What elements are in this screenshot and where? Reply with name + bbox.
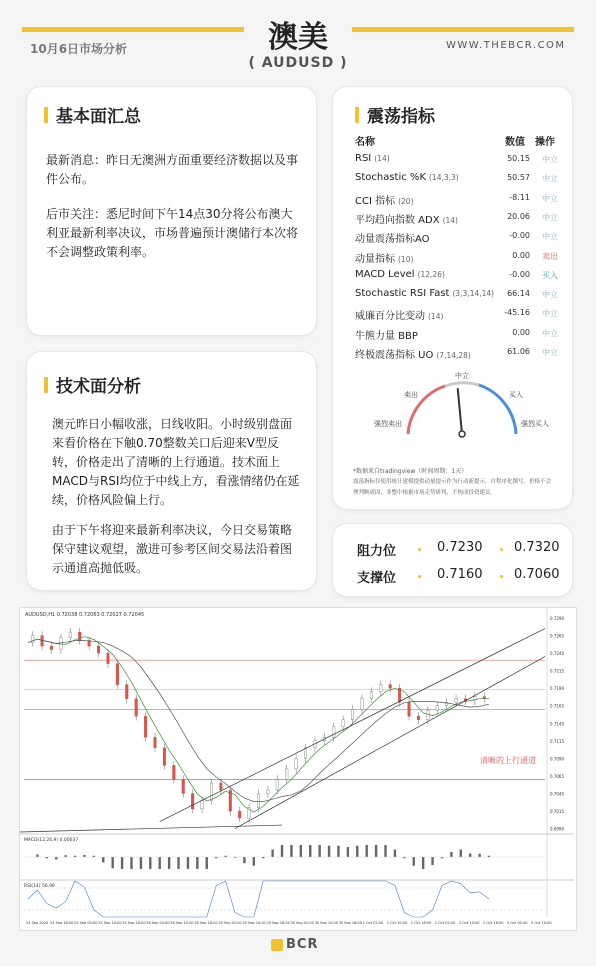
candle-body xyxy=(427,711,430,720)
candle-body xyxy=(50,646,53,650)
macd-bar xyxy=(177,857,179,869)
heading-marker xyxy=(44,107,48,123)
price-tick-label: 0.6990 xyxy=(550,826,564,832)
oscillator-row xyxy=(355,150,560,169)
price-tick-label: 0.7090 xyxy=(550,756,564,762)
chart-symbol-label: AUDUSD,H1 0.72038 0.72063 0.72027 0.72045 xyxy=(25,612,145,618)
macd-bar xyxy=(206,857,208,869)
oscillator-name: 动量震荡指标AO xyxy=(355,234,430,246)
price-tick-label: 0.7265 xyxy=(550,633,564,639)
candle-body xyxy=(295,758,298,769)
date-label: 10月6日市场分析 xyxy=(30,42,128,56)
page-subtitle: ( AUDUSD ) xyxy=(248,55,348,71)
oscillator-value: -8.11 xyxy=(509,192,530,202)
oscillator-action: 中立 xyxy=(542,174,558,184)
resistance-label: 阻力位 xyxy=(357,544,397,559)
fundamentals-title: 基本面汇总 xyxy=(56,107,141,127)
candle-body xyxy=(342,720,345,727)
candle-body xyxy=(116,664,119,685)
resistance-dot-1 xyxy=(418,548,421,551)
candle-body xyxy=(125,685,128,699)
candle-body xyxy=(332,727,335,738)
candle-body xyxy=(267,790,270,794)
col-value: 数值 xyxy=(505,137,525,148)
macd-bar xyxy=(243,857,245,863)
channel-upper-line xyxy=(160,629,545,822)
macd-bar xyxy=(55,857,57,860)
macd-bar xyxy=(121,857,123,869)
candle-body xyxy=(60,638,63,650)
oscillator-name: MACD Level (12,26) xyxy=(355,268,445,280)
oscillator-name: Stochastic %K (14,3,3) xyxy=(355,172,459,184)
heading-marker xyxy=(44,377,48,393)
macd-bar xyxy=(469,854,471,858)
oscillator-action: 中立 xyxy=(542,193,558,203)
gauge-pivot xyxy=(459,431,465,437)
heading-marker xyxy=(355,107,359,123)
oscillator-action: 买入 xyxy=(542,270,558,280)
time-axis-label: 30 Sep 18:00 xyxy=(338,921,362,925)
candle-body xyxy=(408,702,411,716)
price-tick-label: 0.7015 xyxy=(550,809,564,815)
candle-body xyxy=(220,783,223,790)
fundamentals-heading xyxy=(44,102,141,127)
macd-bar xyxy=(290,845,292,857)
price-tick-label: 0.7240 xyxy=(550,651,564,657)
gauge-label-strong-buy: 强烈买入 xyxy=(521,420,549,428)
macd-label: MACD(12,26,9) 0.00037 xyxy=(24,838,79,843)
logo-text: BCR xyxy=(286,937,319,952)
moving-average-line xyxy=(28,639,489,802)
candle-body xyxy=(78,632,81,640)
bcr-logo xyxy=(271,937,318,952)
time-axis-label: 2 Oct 18:00 xyxy=(482,921,504,925)
technical-analysis: 澳元昨日小幅收涨，日线收阳。小时级别盘面来看价格在下触0.70整数关口后迎来V型反转，价格走出了清晰的上行通道。技术面上MACD与RSI均位于中线上方，看涨情绪仍在延续，价格风险偏上行。 xyxy=(52,417,300,507)
support-value-1: 0.7160 xyxy=(437,567,483,582)
gauge-arc-neutral xyxy=(445,383,479,386)
oscillator-row xyxy=(355,285,560,304)
technical-strategy: 由于下午将迎来最新利率决议，今日交易策略保守建议观望，激进可参考区间交易法沿着图示通道高抛低吸。 xyxy=(52,523,293,575)
oscillators-title: 震荡指标 xyxy=(367,107,435,127)
support-dot-1 xyxy=(418,575,421,578)
macd-bar xyxy=(450,852,452,857)
time-axis-label: 25 Sep 10:00 xyxy=(98,921,122,925)
website-label[interactable]: WWW.THEBCR.COM xyxy=(446,40,566,51)
candle-body xyxy=(276,779,279,790)
price-tick-label: 0.7215 xyxy=(550,668,564,674)
macd-bar xyxy=(413,857,415,866)
macd-bar xyxy=(478,854,480,857)
oscillator-value: -45.16 xyxy=(504,308,530,318)
resistance-dot-2 xyxy=(500,548,503,551)
support-label: 支撑位 xyxy=(357,571,397,586)
macd-bar xyxy=(384,845,386,857)
oscillator-row xyxy=(355,304,560,323)
oscillator-row xyxy=(355,324,560,343)
oscillator-name: CCI 指标 (20) xyxy=(355,195,414,207)
time-axis-label: 28 Sep 10:00 xyxy=(170,921,194,925)
price-tick-label: 0.7140 xyxy=(550,721,564,727)
time-axis-label: 28 Sep 02:00 xyxy=(146,921,170,925)
oscillator-value: -0.00 xyxy=(509,231,530,241)
candle-body xyxy=(144,716,147,737)
time-axis-label: 29 Sep 18:00 xyxy=(266,921,290,925)
channel-base-line xyxy=(20,825,282,832)
time-axis-label: 30 Sep 02:00 xyxy=(290,921,314,925)
price-tick-label: 0.7065 xyxy=(550,773,564,779)
oscillator-value: -0.00 xyxy=(509,269,530,279)
oscillator-action: 中立 xyxy=(542,348,558,357)
time-axis-label: 1 Oct 10:00 xyxy=(386,921,408,925)
macd-bar xyxy=(431,857,433,865)
macd-bar xyxy=(309,845,311,857)
oscillator-note-2: 震荡指标仅使用统计建模提供动量提示作为行动新提示，自程序化撰写。价格不会 xyxy=(353,479,552,485)
table-header xyxy=(355,133,560,147)
oscillator-value: 50.57 xyxy=(507,173,530,183)
macd-bar xyxy=(365,845,367,857)
time-axis-label: 25 Sep 02:00 xyxy=(74,921,98,925)
macd-bar xyxy=(168,857,170,869)
candle-body xyxy=(351,709,354,720)
macd-bar xyxy=(159,857,161,869)
channel-annotation: 清晰的上行通道 xyxy=(480,756,536,765)
oscillator-value: 50.15 xyxy=(507,154,530,163)
candle-body xyxy=(201,801,204,809)
macd-bar xyxy=(111,857,113,868)
oscillator-row xyxy=(355,189,560,208)
macd-bar xyxy=(253,857,255,866)
oscillator-name: Stochastic RSI Fast (3,3,14,14) xyxy=(355,288,495,300)
candle-body xyxy=(191,793,194,808)
oscillator-action: 卖出 xyxy=(542,251,558,261)
oscillator-action: 中立 xyxy=(542,155,558,164)
logo-mark-icon xyxy=(271,939,283,951)
oscillator-row xyxy=(355,208,560,227)
oscillator-note-3: 理判断成因，非整中根据市场走势研判，不构成投资建议。 xyxy=(353,490,497,496)
macd-bar xyxy=(140,857,142,869)
oscillator-action: 中立 xyxy=(542,290,558,300)
candle-body xyxy=(97,646,100,653)
oscillators-heading xyxy=(355,102,435,127)
macd-bar xyxy=(356,846,358,857)
time-axis-label: 24 Sep 2020 xyxy=(26,921,49,925)
candle-body xyxy=(238,811,241,818)
candle-body xyxy=(417,716,420,720)
oscillator-action: 中立 xyxy=(542,328,558,338)
macd-bar xyxy=(375,845,377,857)
technical-heading xyxy=(44,372,141,397)
oscillator-value: 61.06 xyxy=(507,347,530,356)
oscillator-name: RSI (14) xyxy=(355,153,390,164)
oscillator-action: 中立 xyxy=(542,309,558,319)
oscillator-note-1: *数据来自tradingview（时间周期：1天） xyxy=(353,468,468,475)
oscillator-value: 66.14 xyxy=(507,289,530,299)
oscillator-row xyxy=(355,343,560,362)
candle-body xyxy=(380,685,383,692)
time-axis-label: 24 Sep 18:00 xyxy=(50,921,74,925)
candle-body xyxy=(257,793,260,807)
oscillator-name: 平均趋向指数 ADX (14) xyxy=(355,214,458,226)
macd-bar xyxy=(102,857,104,863)
oscillator-value: 0.00 xyxy=(512,327,530,337)
price-chart xyxy=(20,608,574,928)
candle-body xyxy=(107,653,110,664)
macd-bar xyxy=(187,857,189,869)
col-action: 操作 xyxy=(535,137,555,148)
candle-body xyxy=(285,769,288,780)
gauge-label-buy: 买入 xyxy=(509,391,523,399)
resistance-value-2: 0.7320 xyxy=(514,540,560,555)
gauge-needle xyxy=(458,388,462,434)
macd-bar xyxy=(394,850,396,858)
oscillator-name: 威廉百分比变动 (14) xyxy=(355,311,444,323)
candle-body xyxy=(69,632,72,638)
candle-body xyxy=(154,737,157,748)
time-axis-label: 1 Oct 18:00 xyxy=(410,921,432,925)
time-axis-label: 5 Oct 02:00 xyxy=(506,921,528,925)
rsi-label: RSI(14) 56.96 xyxy=(24,884,55,889)
fundamentals-focus: 后市关注：悉尼时间下午14点30分将公布澳大利亚最新利率决议，市场普遍预计澳储行本次将不会调整政策利率。 xyxy=(46,207,299,259)
time-axis-label: 29 Sep 02:00 xyxy=(218,921,242,925)
macd-bar xyxy=(130,857,132,869)
candle-body xyxy=(182,779,185,793)
col-name: 名称 xyxy=(355,137,375,148)
technical-title: 技术面分析 xyxy=(56,377,141,397)
time-axis-label: 2 Oct 02:00 xyxy=(434,921,456,925)
macd-bar xyxy=(300,845,302,857)
macd-bar xyxy=(36,855,38,858)
candle-body xyxy=(163,748,166,766)
oscillator-name: 牛熊力量 BBP xyxy=(355,330,418,342)
channel-lower-line xyxy=(235,657,545,829)
oscillator-name: 动量指标 (10) xyxy=(355,253,414,265)
macd-bar xyxy=(347,847,349,857)
moving-average-line xyxy=(28,637,489,813)
candle-body xyxy=(389,685,392,689)
macd-bar xyxy=(422,857,424,869)
oscillator-row xyxy=(355,266,560,285)
macd-bar xyxy=(460,850,462,858)
price-tick-label: 0.7040 xyxy=(550,791,564,797)
gauge-label-sell: 卖出 xyxy=(404,391,418,399)
page-title: 澳美 xyxy=(268,20,328,55)
macd-bar xyxy=(64,855,66,857)
time-axis-label: 2 Oct 10:00 xyxy=(458,921,480,925)
macd-bar xyxy=(149,857,151,869)
time-axis-label: 5 Oct 10:00 xyxy=(531,921,552,925)
rsi-line xyxy=(28,881,489,917)
oscillator-row xyxy=(355,169,560,188)
price-tick-label: 0.7290 xyxy=(550,616,564,621)
signal-gauge xyxy=(370,370,550,450)
macd-bar xyxy=(281,845,283,857)
macd-bar xyxy=(196,857,198,869)
candle-body xyxy=(210,783,213,801)
time-axis-label: 29 Sep 10:00 xyxy=(242,921,266,925)
oscillator-action: 中立 xyxy=(542,232,558,242)
macd-bar xyxy=(83,855,85,857)
oscillator-name: 终极震荡指标 UO (7,14,28) xyxy=(355,350,471,361)
time-axis-label: 30 Sep 10:00 xyxy=(314,921,338,925)
time-axis-label: 25 Sep 18:00 xyxy=(122,921,146,925)
time-axis-label: 1 Oct 02:00 xyxy=(362,921,384,925)
candle-body xyxy=(436,706,439,711)
macd-bar xyxy=(271,850,273,858)
oscillator-value: 0.00 xyxy=(512,250,530,260)
support-value-2: 0.7060 xyxy=(514,567,560,582)
macd-bar xyxy=(328,846,330,857)
oscillator-row xyxy=(355,247,560,266)
candle-body xyxy=(135,699,138,717)
candle-body xyxy=(173,765,176,779)
price-tick-label: 0.7190 xyxy=(550,686,564,692)
gauge-label-neutral: 中立 xyxy=(455,372,469,380)
candle-body xyxy=(370,692,373,699)
candle-body xyxy=(361,699,364,710)
oscillator-row xyxy=(355,227,560,246)
time-axis-label: 28 Sep 18:00 xyxy=(194,921,218,925)
oscillator-action: 中立 xyxy=(542,212,558,222)
gauge-label-strong-sell: 强烈卖出 xyxy=(374,420,402,428)
price-tick-label: 0.7115 xyxy=(550,738,564,744)
candle-body xyxy=(474,697,477,701)
fundamentals-news: 最新消息：昨日无澳洲方面重要经济数据以及事件公布。 xyxy=(46,153,299,186)
candle-body xyxy=(304,748,307,759)
support-dot-2 xyxy=(500,575,503,578)
oscillator-value: 20.06 xyxy=(507,211,530,221)
resistance-value-1: 0.7230 xyxy=(437,540,483,555)
macd-bar xyxy=(337,846,339,857)
candle-body xyxy=(455,699,458,703)
price-tick-label: 0.7165 xyxy=(550,703,564,709)
macd-bar xyxy=(318,845,320,857)
